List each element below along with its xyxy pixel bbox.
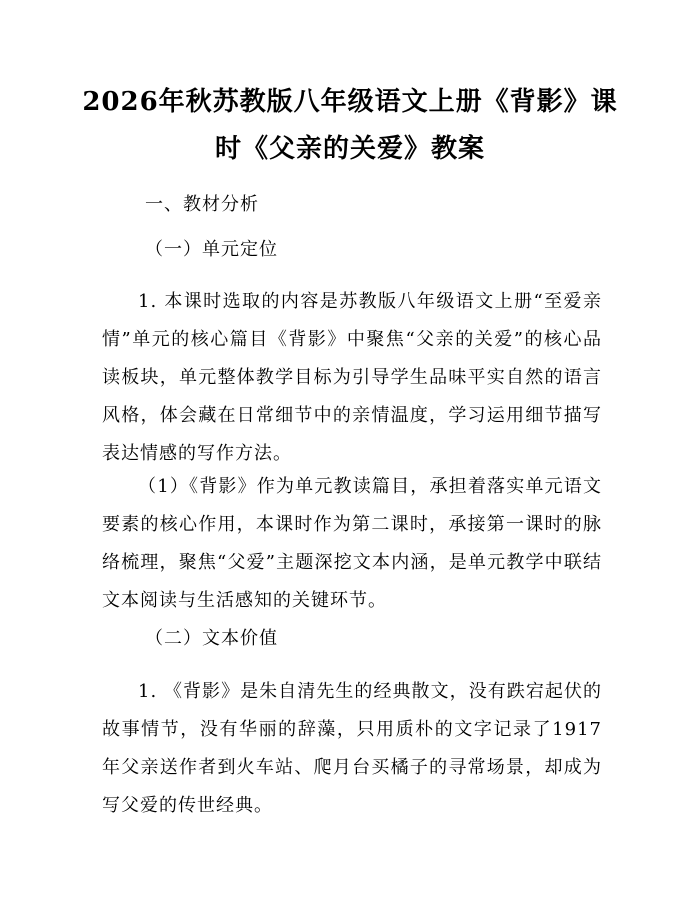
document-title-line-1: 2026年秋苏教版八年级语文上册《背影》课 [82,87,618,117]
document-title-line-2: 时《父亲的关爱》教案 [214,134,485,164]
subsection-heading-text-value: （二）文本价值 [145,628,278,649]
subsection-heading-unit-position: （一）单元定位 [145,239,278,260]
paragraph-lesson-role: （1）《背影》作为单元教读篇目，承担着落实单元语文要素的核心作用，本课时作为第二课时，承接第一课时的脉络梳理，聚焦“父爱”主题深挖文本内涵，是单元教学中联结文本阅读与生活感知的关键环节。 [102,476,602,611]
paragraph-unit-position: 1. 本课时选取的内容是苏教版八年级语文上册“至爱亲情”单元的核心篇目《背影》中聚焦“父亲的关爱”的核心品读板块，单元整体教学目标为引导学生品味平实自然的语言风格，体会藏在日常细节中的亲情温度，学习运用细节描写表达情感的写作方法。 [102,291,602,464]
paragraph-text-value: 1. 《背影》是朱自清先生的经典散文，没有跌宕起伏的故事情节，没有华丽的辞藻，只用质朴的文字记录了1917年父亲送作者到火车站、爬月台买橘子的寻常场景，却成为写父爱的传世经典。 [102,681,602,816]
section-heading-textbook-analysis: 一、教材分析 [145,194,259,215]
